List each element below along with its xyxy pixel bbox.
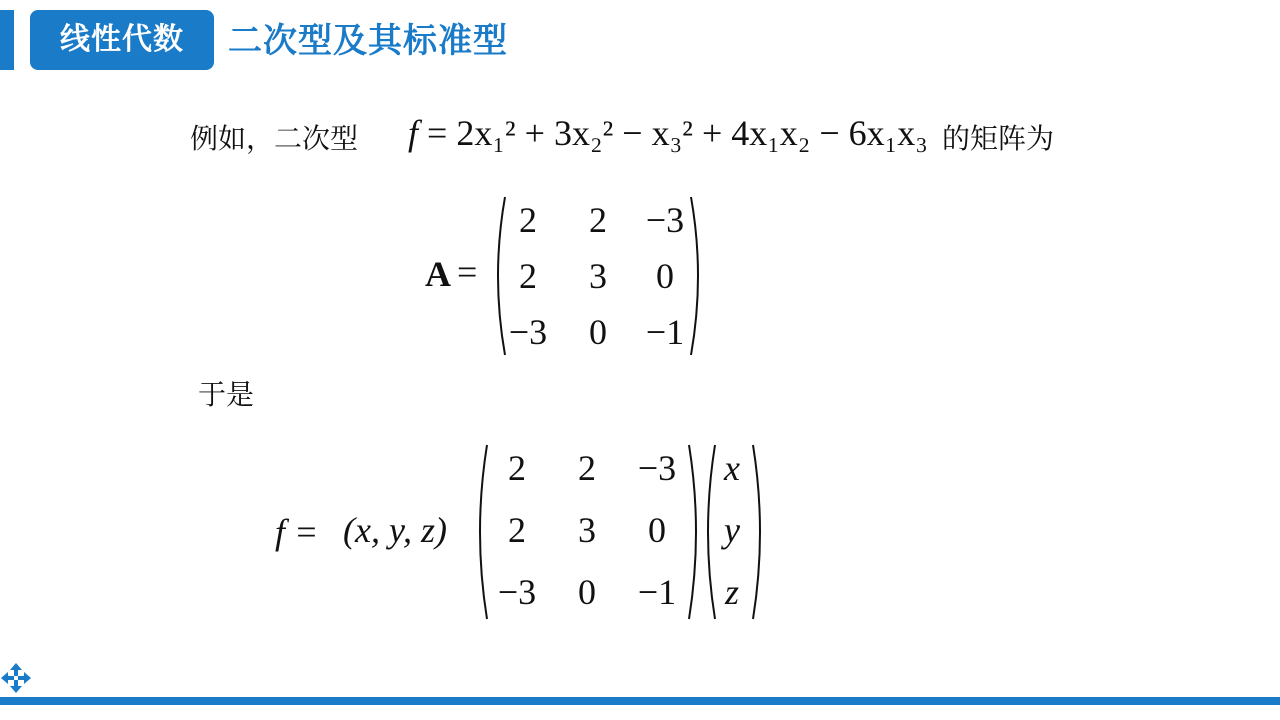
final-matrix-cell: 2	[508, 510, 526, 550]
matrix-a-cell: 0	[589, 312, 607, 352]
intro-suffix: 的矩阵为	[942, 122, 1055, 155]
final-matrix-cell: 0	[648, 510, 666, 550]
equation-terms: = 2x₁² + 3x₂² − x₃² + 4x₁x₂ − 6x₁x₃	[427, 113, 928, 153]
final-matrix-cell: −3	[497, 572, 537, 612]
matrix-a-cell: −1	[645, 312, 685, 352]
slide-title: 二次型及其标准型	[228, 21, 508, 61]
column-vector-entry: x	[724, 448, 740, 488]
matrix-a-cell: −3	[508, 312, 548, 352]
final-lhs: f =	[275, 512, 319, 552]
left-accent-bar	[0, 10, 14, 70]
matrix-a-definition	[425, 195, 715, 360]
bottom-bar	[0, 697, 1280, 705]
column-vector-entry: z	[724, 572, 739, 612]
four-arrows-nav-icon[interactable]	[0, 662, 32, 694]
matrix-a-equals: =	[457, 252, 478, 292]
final-matrix-cell: 0	[578, 572, 596, 612]
final-expression	[275, 443, 775, 623]
matrix-a-cell: −3	[645, 200, 685, 240]
final-matrix-cell: 2	[578, 448, 596, 488]
final-matrix-cell: −1	[637, 572, 677, 612]
final-matrix-cell: −3	[637, 448, 677, 488]
equation-lhs: f	[408, 113, 419, 153]
final-row-vector: (x, y, z)	[343, 510, 447, 550]
matrix-a-cell: 2	[519, 256, 537, 296]
final-matrix-cell: 3	[578, 510, 596, 550]
column-vector-entry: y	[724, 510, 740, 550]
matrix-a-cell: 2	[589, 200, 607, 240]
intro-prefix: 例如，二次型	[190, 122, 359, 155]
quadratic-form-equation	[408, 112, 928, 154]
column-vector-right-paren	[749, 443, 769, 621]
final-matrix-cell: 2	[508, 448, 526, 488]
matrix-a-cell: 2	[519, 200, 537, 240]
matrix-a-cell: 3	[589, 256, 607, 296]
matrix-a-label: A	[425, 254, 451, 294]
course-tab: 线性代数	[30, 10, 214, 70]
matrix-a-cell: 0	[656, 256, 674, 296]
therefore-label: 于是	[198, 378, 255, 411]
